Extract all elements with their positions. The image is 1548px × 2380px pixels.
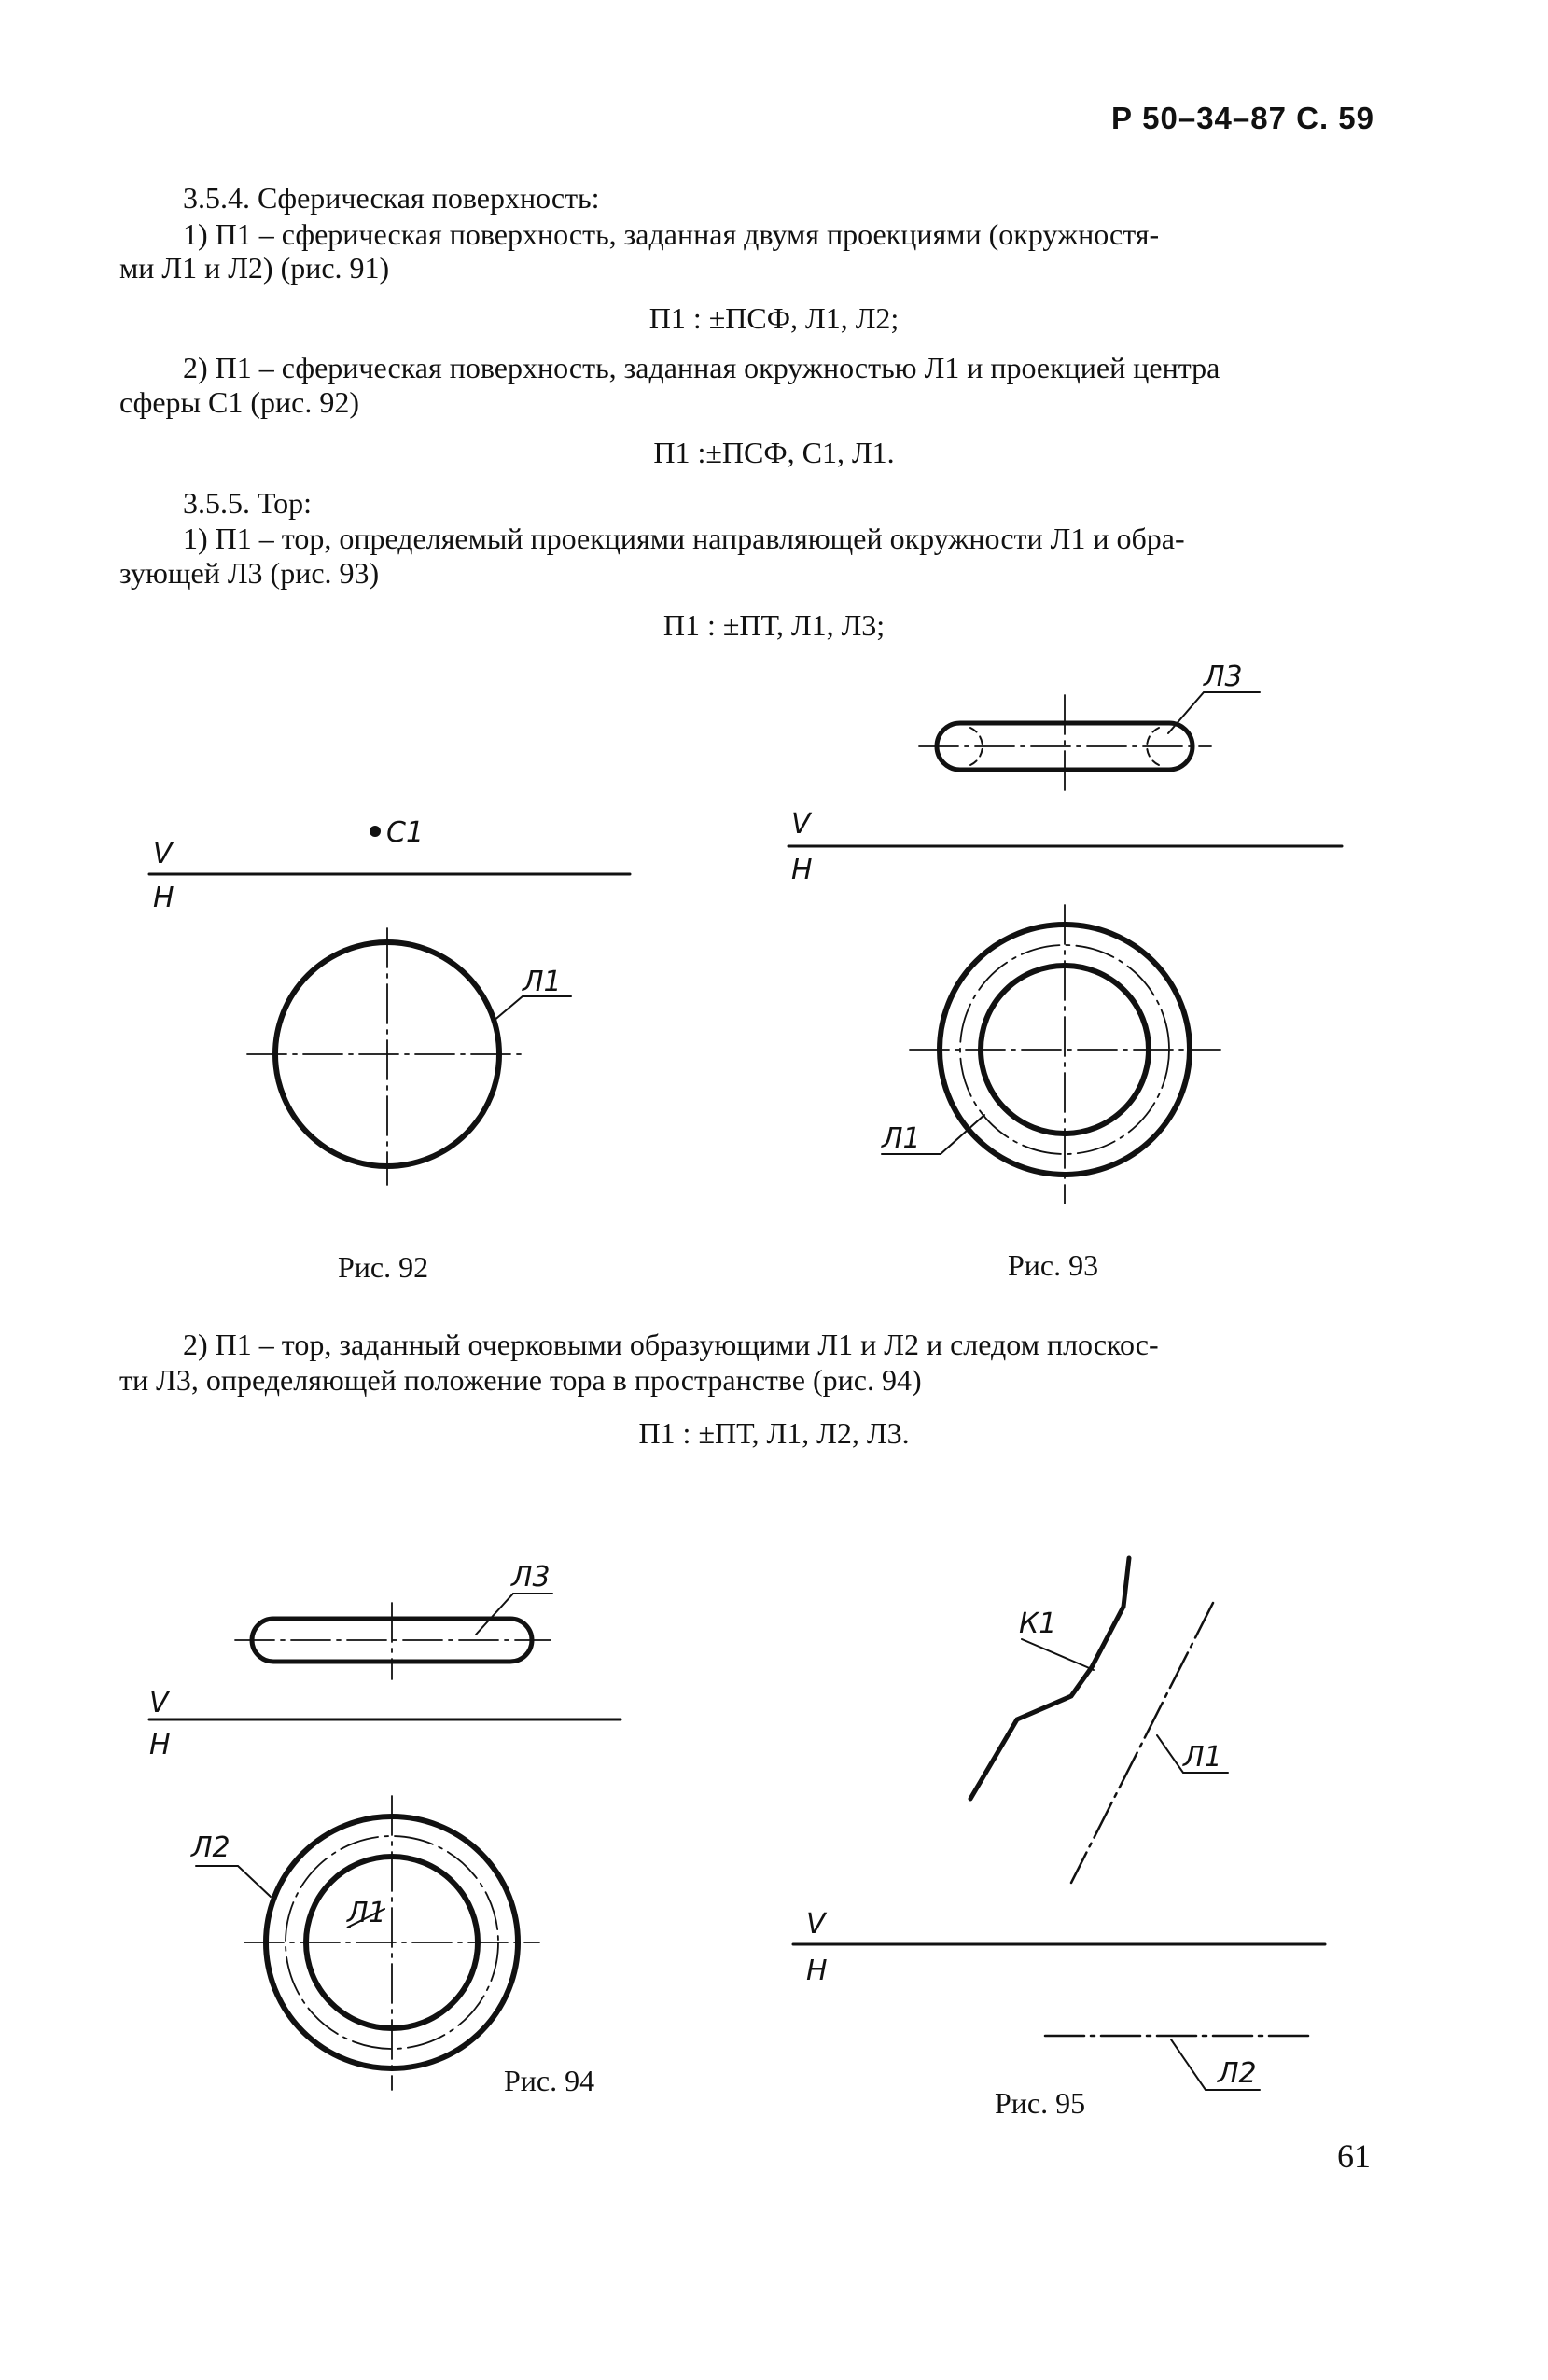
fig94-label-h: H <box>149 1729 171 1761</box>
fig95-label-l2: Л2 <box>1218 2057 1257 2090</box>
fig92-center-point <box>370 826 381 837</box>
fig92-label-l1: Л1 <box>523 966 562 998</box>
torus-item1-line1: 1) П1 – тор, определяемый проекциями направляющей окружности Л1 и обра- <box>183 522 1185 555</box>
fig93-label-l1: Л1 <box>882 1122 921 1155</box>
sphere-item1-line1: 1) П1 – сферическая поверхность, заданная двумя проекциями (окружностя- <box>183 217 1160 251</box>
fig94-caption: Рис. 94 <box>504 2064 595 2097</box>
fig94-label-l3: Л3 <box>511 1561 551 1594</box>
fig95-label-l1: Л1 <box>1183 1741 1222 1774</box>
section-torus-title: 3.5.5. Тор: <box>183 486 313 520</box>
fig94-label-l2: Л2 <box>191 1831 230 1864</box>
fig93-drawing <box>788 692 1342 1204</box>
fig92-caption: Рис. 92 <box>338 1250 429 1284</box>
torus-formula1: П1 : ±ПТ, Л1, Л3; <box>662 608 886 642</box>
sphere-item1-line2: ми Л1 и Л2) (рис. 91) <box>119 251 390 285</box>
fig95-leader-k1 <box>1022 1639 1094 1670</box>
fig95-drawing <box>793 1558 1325 2090</box>
fig92-label-c1: С1 <box>386 816 425 849</box>
fig92-label-h: H <box>153 882 174 914</box>
fig92-label-v: V <box>153 838 173 870</box>
sphere-formula1: П1 : ±ПСФ, Л1, Л2; <box>648 301 900 335</box>
fig95-caption: Рис. 95 <box>995 2086 1086 2120</box>
sphere-item2-line2: сферы С1 (рис. 92) <box>119 385 360 419</box>
fig95-label-v: V <box>806 1908 826 1941</box>
fig94-leader-l2 <box>196 1866 271 1897</box>
fig93-label-l3: Л3 <box>1204 661 1243 693</box>
fig92-drawing <box>149 826 630 1185</box>
torus-formula2: П1 : ±ПТ, Л1, Л2, Л3. <box>638 1416 910 1450</box>
torus-item2-line2: ти Л3, определяющей положение тора в пространстве (рис. 94) <box>119 1363 922 1397</box>
fig93-caption: Рис. 93 <box>1008 1248 1099 1282</box>
fig93-label-v: V <box>791 808 811 841</box>
sphere-formula2: П1 :±ПСФ, С1, Л1. <box>653 436 895 469</box>
fig94-label-v: V <box>149 1687 169 1719</box>
fig92-leader-l1 <box>493 996 571 1022</box>
torus-item1-line2: зующей Л3 (рис. 93) <box>119 556 380 590</box>
section-sphere-title: 3.5.4. Сферическая поверхность: <box>183 181 600 215</box>
fig95-label-k1: К1 <box>1019 1608 1057 1640</box>
sphere-item2-line1: 2) П1 – сферическая поверхность, заданная окружностью Л1 и проекцией центра <box>183 351 1220 384</box>
fig93-label-h: H <box>791 854 813 886</box>
page-header-code: Р 50–34–87 С. 59 <box>1110 101 1374 135</box>
fig95-curve-k1 <box>970 1558 1129 1799</box>
torus-item2-line1: 2) П1 – тор, заданный очерковыми образующими Л1 и Л2 и следом плоскос- <box>183 1328 1159 1361</box>
fig94-label-l1: Л1 <box>347 1897 386 1929</box>
fig94-leader-l3 <box>476 1594 552 1635</box>
page-number: 61 <box>1337 2137 1371 2175</box>
fig95-label-h: H <box>806 1955 828 1987</box>
